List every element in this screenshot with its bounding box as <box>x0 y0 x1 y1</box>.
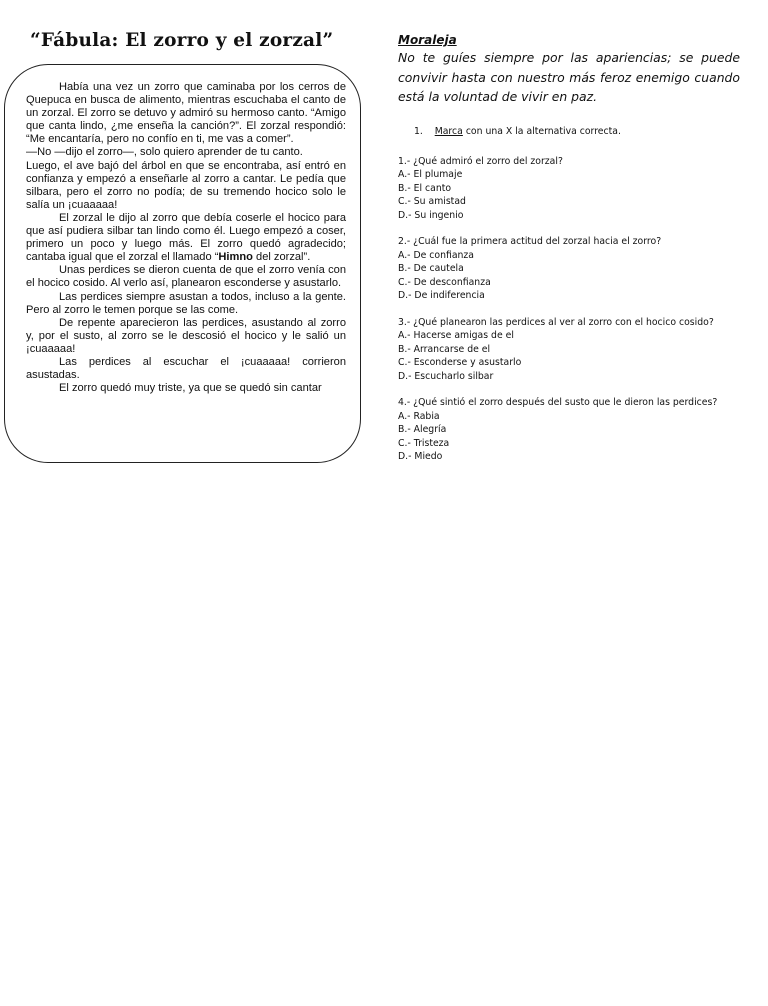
answer-option[interactable]: B.- Arrancarse de el <box>398 343 491 355</box>
answer-option[interactable]: B.- De cautela <box>398 263 464 275</box>
answer-option[interactable]: D.- Su ingenio <box>398 209 464 221</box>
instruction <box>414 125 740 138</box>
answer-option[interactable]: D.- Escucharlo silbar <box>398 370 494 382</box>
story-paragraph: Las perdices al escuchar el ¡cuaaaaa! corrieron asustadas. <box>26 355 346 382</box>
answer-option[interactable]: B.- Alegría <box>398 424 447 436</box>
story-paragraph: Unas perdices se dieron cuenta de que el zorro venía con el hocico cosido. Al verlo así, planearon esconderse y asustarlo. <box>26 264 346 290</box>
answer-option[interactable]: D.- De indiferencia <box>398 290 485 302</box>
instruction-number: 1. <box>414 125 423 137</box>
story-paragraph: Luego, el ave bajó del árbol en que se encontraba, así entró en confianza y empezó a enseñarle al zorro a cantar. Le pedía que silbara, pero el zorro no podía; de su tremendo hocico solo le salía un ¡cuaaaaa! <box>26 159 346 211</box>
instruction-text: con una X la alternativa correcta. <box>462 125 621 137</box>
question-text: 2.- ¿Cuál fue la primera actitud del zorzal hacia el zorro? <box>398 236 662 248</box>
answer-option[interactable]: C.- De desconfianza <box>398 276 491 288</box>
answer-option[interactable]: A.- De confianza <box>398 249 475 261</box>
instruction-keyword: Marca <box>434 125 463 137</box>
answer-option[interactable]: C.- Esconderse y asustarlo <box>398 357 522 369</box>
answer-option[interactable]: A.- Rabia <box>398 410 440 422</box>
question-text: 3.- ¿Qué planearon las perdices al ver al zorro con el hocico cosido? <box>398 316 714 328</box>
moral-text: No te guíes siempre por las apariencias; se puede convivir hasta con nuestro más feroz enemigo cuando está la voluntad de vivir en paz. <box>398 50 740 105</box>
question-list <box>398 155 740 464</box>
page-title: “Fábula: El zorro y el zorzal” <box>30 30 334 51</box>
answer-option[interactable]: C.- Su amistad <box>398 196 466 208</box>
story-paragraph: El zorro quedó muy triste, ya que se quedó sin cantar <box>59 382 322 395</box>
story-paragraph: De repente aparecieron las perdices, asustando al zorro y, por el susto, al zorro se le descosió el hocico y le salió un ¡cuaaaaa! <box>26 316 346 355</box>
question <box>398 396 740 464</box>
story-paragraph: Las perdices siempre asustan a todos, incluso a la gente. Pero al zorro le temen porque se las come. <box>26 290 346 316</box>
answer-option[interactable]: A.- El plumaje <box>398 169 463 181</box>
story-bold-word: Himno <box>218 251 253 264</box>
story-paragraph: Había una vez un zorro que caminaba por los cerros de Quepuca en busca de alimento, mientras escuchaba el canto de un zorzal. El zorro se detuvo y admiró su hermoso canto. “Amigo que canta lindo, ¿me enseña la canción?”. El zorzal respondió: “Me encantaría, pero no confío en ti, me vas a comer”. <box>26 81 346 146</box>
story-paragraph <box>26 212 346 264</box>
question <box>398 155 740 223</box>
answer-option[interactable]: B.- El canto <box>398 182 452 194</box>
answer-option[interactable]: D.- Miedo <box>398 451 443 463</box>
moral-and-questions <box>398 32 740 477</box>
story-text: El zorzal le dijo al zorro que debía coserle el hocico para que así pudiera silbar tan lindo como él. Luego empezó a coser, primero un poco y luego más. El zorro quedó agradecido; cantaba igual que el zorzal el llamado “ <box>26 211 346 264</box>
story-box <box>4 64 361 463</box>
story-paragraph: —No —dijo el zorro—, solo quiero aprender de tu canto. <box>26 146 303 159</box>
answer-option[interactable]: C.- Tristeza <box>398 437 450 449</box>
question <box>398 316 740 384</box>
story-text: del zorzal”. <box>252 251 311 264</box>
answer-option[interactable]: A.- Hacerse amigas de el <box>398 330 514 342</box>
question-text: 4.- ¿Qué sintió el zorro después del susto que le dieron las perdices? <box>398 397 718 409</box>
question-text: 1.- ¿Qué admiró el zorro del zorzal? <box>398 155 563 167</box>
question <box>398 235 740 303</box>
moral-title: Moraleja <box>398 33 457 47</box>
